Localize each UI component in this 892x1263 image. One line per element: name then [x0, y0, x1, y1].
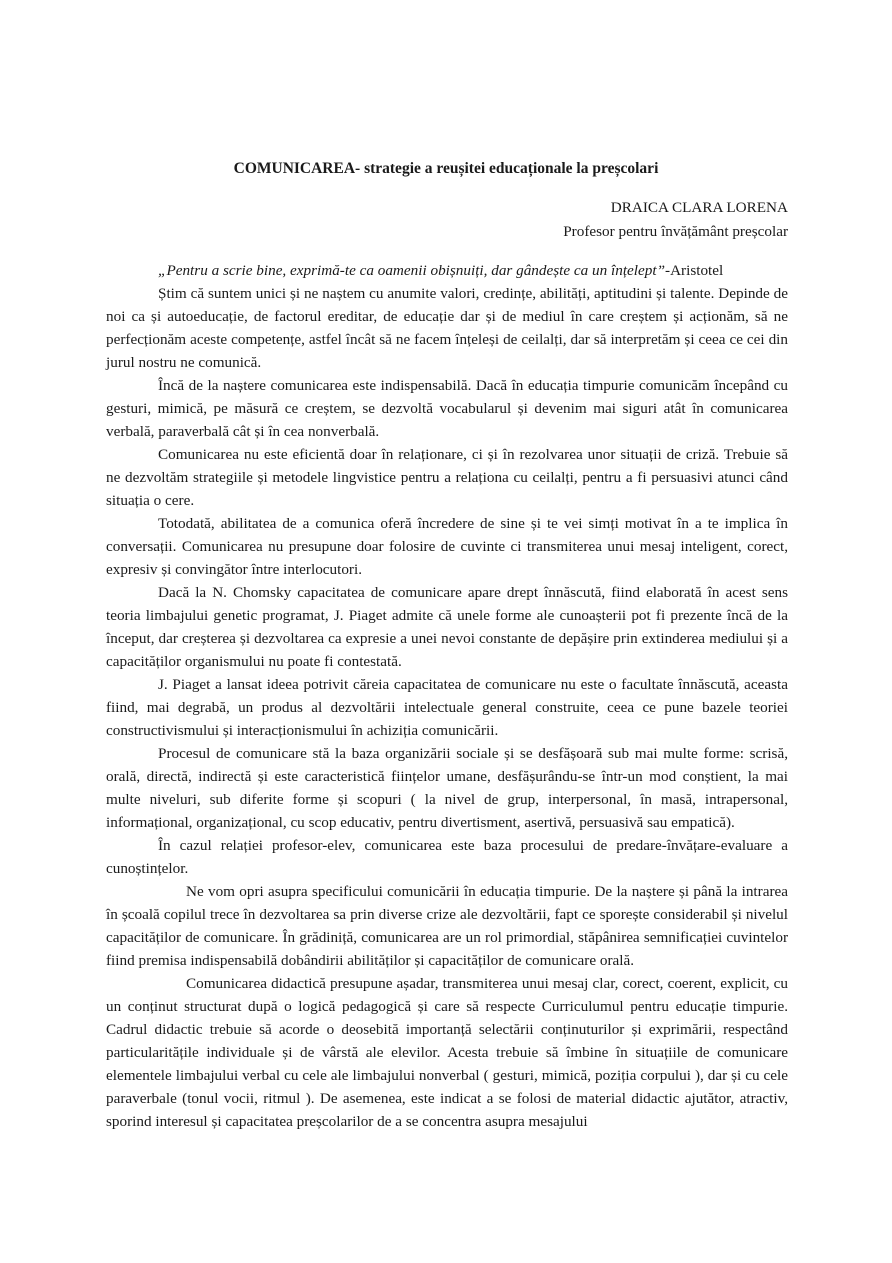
author-name: DRAICA CLARA LORENA [610, 199, 788, 216]
paragraph-2: Încă de la naștere comunicarea este indispensabilă. Dacă în educația timpurie comunicăm începând cu gesturi, mimică, pe măsură ce creștem, se dezvoltă vocabularul și devenim mai siguri atât în comunicarea verbală, paraverbală cât și în cea nonverbală. [106, 377, 788, 440]
document-title: COMUNICAREA- strategie a reușitei educaționale la preșcolari [233, 160, 659, 177]
epigraph [106, 259, 788, 282]
author-block [563, 196, 788, 244]
paragraph-3: Comunicarea nu este eficientă doar în relaționare, ci și în rezolvarea unor situații de criză. Trebuie să ne dezvoltăm strategiile și metodele lingvistice pentru a relaționa cu ceilalți, pentru a fi persuasivi atunci când situația o cere. [106, 446, 788, 509]
paragraph-6: J. Piaget a lansat ideea potrivit căreia capacitatea de comunicare nu este o facultate înnăscută, aceasta fiind, mai degrabă, un produs al dezvoltării intelectuale general construite, ceea ce pune bazele teoriei constructivismului și interacționismului în achiziția comunicării. [106, 676, 788, 739]
paragraph-9: Ne vom opri asupra specificului comunicării în educația timpurie. De la naștere și până la intrarea în școală copilul trece în dezvoltarea sa prin diverse crize ale dezvoltării, fapt ce sporește considerabil și nivelul capacităților de comunicare. În grădiniță, comunicarea are un rol primordial, stăpânirea semnificației cuvintelor fiind premisa indispensabilă dobândirii abilităților și capacităților de comunicare orală. [106, 883, 788, 969]
paragraph-7: Procesul de comunicare stă la baza organizării sociale și se desfășoară sub mai multe forme: scrisă, orală, directă, indirectă și este caracteristică ființelor umane, desfășurându-se într-un mod conștient, la mai multe niveluri, sub diferite forme și scopuri ( la nivel de grup, interpersonal, în masă, intrapersonal, informațional, organizațional, cu scop educativ, pentru divertisment, asertivă, persuasivă sau empatică). [106, 745, 788, 831]
paragraph-5: Dacă la N. Chomsky capacitatea de comunicare apare drept înnăscută, fiind elaborată în acest sens teoria limbajului genetic programat, J. Piaget admite că unele forme ale cunoașterii pot fi prezente încă de la început, dar creșterea și dezvoltarea ca expresie a unei nevoi constante de depășire prin extinderea mediului și a capacităților organismului nu poate fi contestată. [106, 584, 788, 670]
author-role: Profesor pentru învățământ preșcolar [563, 223, 788, 240]
document-body [106, 259, 788, 1133]
paragraph-4: Totodată, abilitatea de a comunica oferă încredere de sine și te vei simți motivat în a te implica în conversații. Comunicarea nu presupune doar folosire de cuvinte ci transmiterea unui mesaj inteligent, corect, expresiv și convingător între interlocutori. [106, 515, 788, 578]
epigraph-text: „Pentru a scrie bine, exprimă-te ca oamenii obișnuiți, dar gândește ca un înțelept” [158, 262, 666, 279]
epigraph-author: -Aristotel [665, 262, 724, 279]
paragraph-1: Știm că suntem unici și ne naștem cu anumite valori, credințe, abilități, aptitudini și talente. Depinde de noi ca și autoeducație, de factorul ereditar, de educație dar și de mediul în care creștem și acționăm, să ne perfecționăm aceste competențe, astfel încât să ne facem înțeleși de ceilalți, dar să interpretăm și ceea ce cei din jurul nostru ne comunică. [106, 285, 788, 371]
paragraph-8: În cazul relației profesor-elev, comunicarea este baza procesului de predare-învățare-evaluare a cunoștințelor. [106, 837, 788, 877]
paragraph-10: Comunicarea didactică presupune așadar, transmiterea unui mesaj clar, corect, coerent, explicit, cu un conținut structurat după o logică pedagogică și care să respecte Curriculumul pentru educație timpurie. Cadrul didactic trebuie să acorde o deosebită importanță selectării conținuturilor și exprimării, respectând particularitățile individuale și de vârstă ale elevilor. Acesta trebuie să îmbine în situațiile de comunicare elementele limbajului verbal cu cele ale limbajului nonverbal ( gesturi, mimică, poziția corpului ), dar și cu cele paraverbale (tonul vocii, ritmul ). De asemenea, este indicat a se folosi de material didactic ajutător, atractiv, sporind interesul și capacitatea preșcolarilor de a se concentra asupra mesajului [106, 975, 788, 1130]
